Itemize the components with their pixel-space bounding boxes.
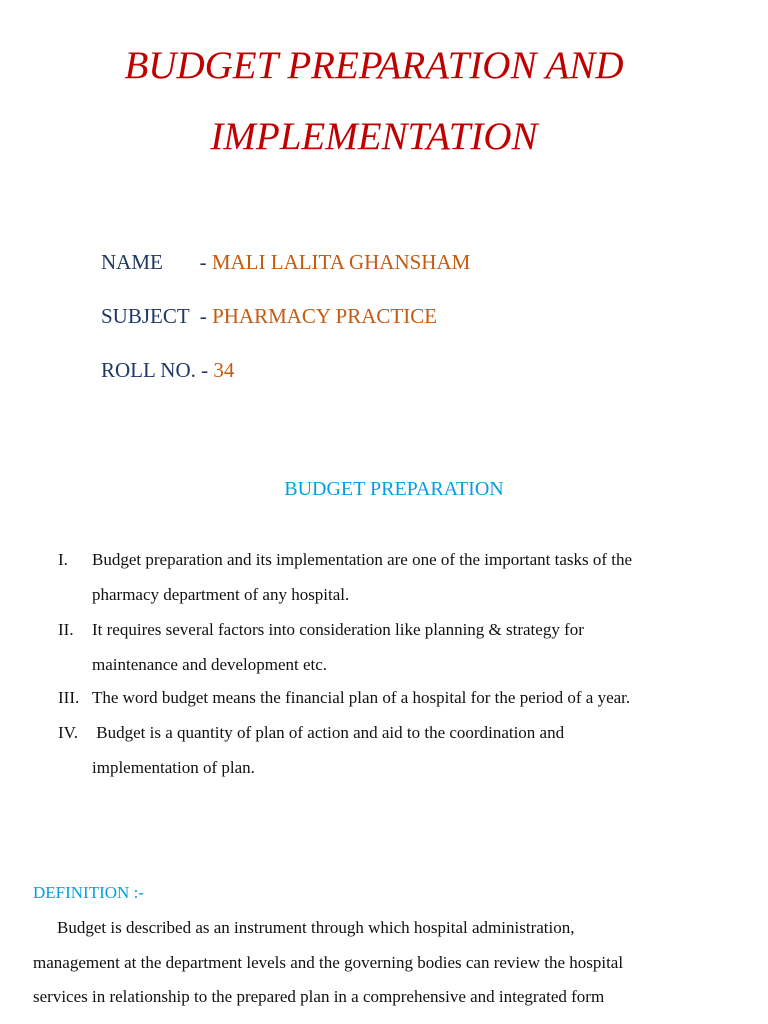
list-item-text: maintenance and development etc. (92, 655, 328, 674)
definition-paragraph-line: Budget is described as an instrument through which hospital administration, (57, 918, 575, 937)
list-item-number: I. (58, 550, 68, 569)
list-item-text: It requires several factors into consideration like planning & strategy for (92, 620, 584, 639)
document-title-line-1: BUDGET PREPARATION AND (124, 44, 624, 87)
list-item-number: II. (58, 620, 74, 639)
definition-heading: DEFINITION :- (33, 883, 144, 902)
name-value: MALI LALITA GHANSHAM (211, 250, 471, 274)
info-name-row (101, 252, 470, 273)
section-title: BUDGET PREPARATION (284, 478, 504, 500)
definition-paragraph-line: management at the department levels and the governing bodies can review the hospital (33, 953, 624, 972)
subject-label: SUBJECT - (101, 304, 213, 328)
list-item-number: III. (58, 688, 80, 707)
list-item-text: implementation of plan. (92, 758, 255, 777)
list-item-text: The word budget means the financial plan of a hospital for the period of a year. (92, 688, 631, 707)
document-title-line-2: IMPLEMENTATION (210, 115, 538, 158)
name-label: NAME - (101, 250, 212, 274)
roll-label: ROLL NO. - (101, 358, 214, 382)
list-item-text: pharmacy department of any hospital. (92, 585, 350, 604)
list-item-text: Budget preparation and its implementation are one of the important tasks of the (92, 550, 633, 569)
info-subject-row (101, 306, 437, 327)
subject-value: PHARMACY PRACTICE (212, 304, 438, 328)
info-roll-row (101, 360, 234, 381)
definition-paragraph-line: services in relationship to the prepared plan in a comprehensive and integrated form (33, 987, 605, 1006)
roll-value: 34 (213, 358, 235, 382)
list-item-text: Budget is a quantity of plan of action and aid to the coordination and (92, 723, 565, 742)
list-item-number: IV. (58, 723, 78, 742)
